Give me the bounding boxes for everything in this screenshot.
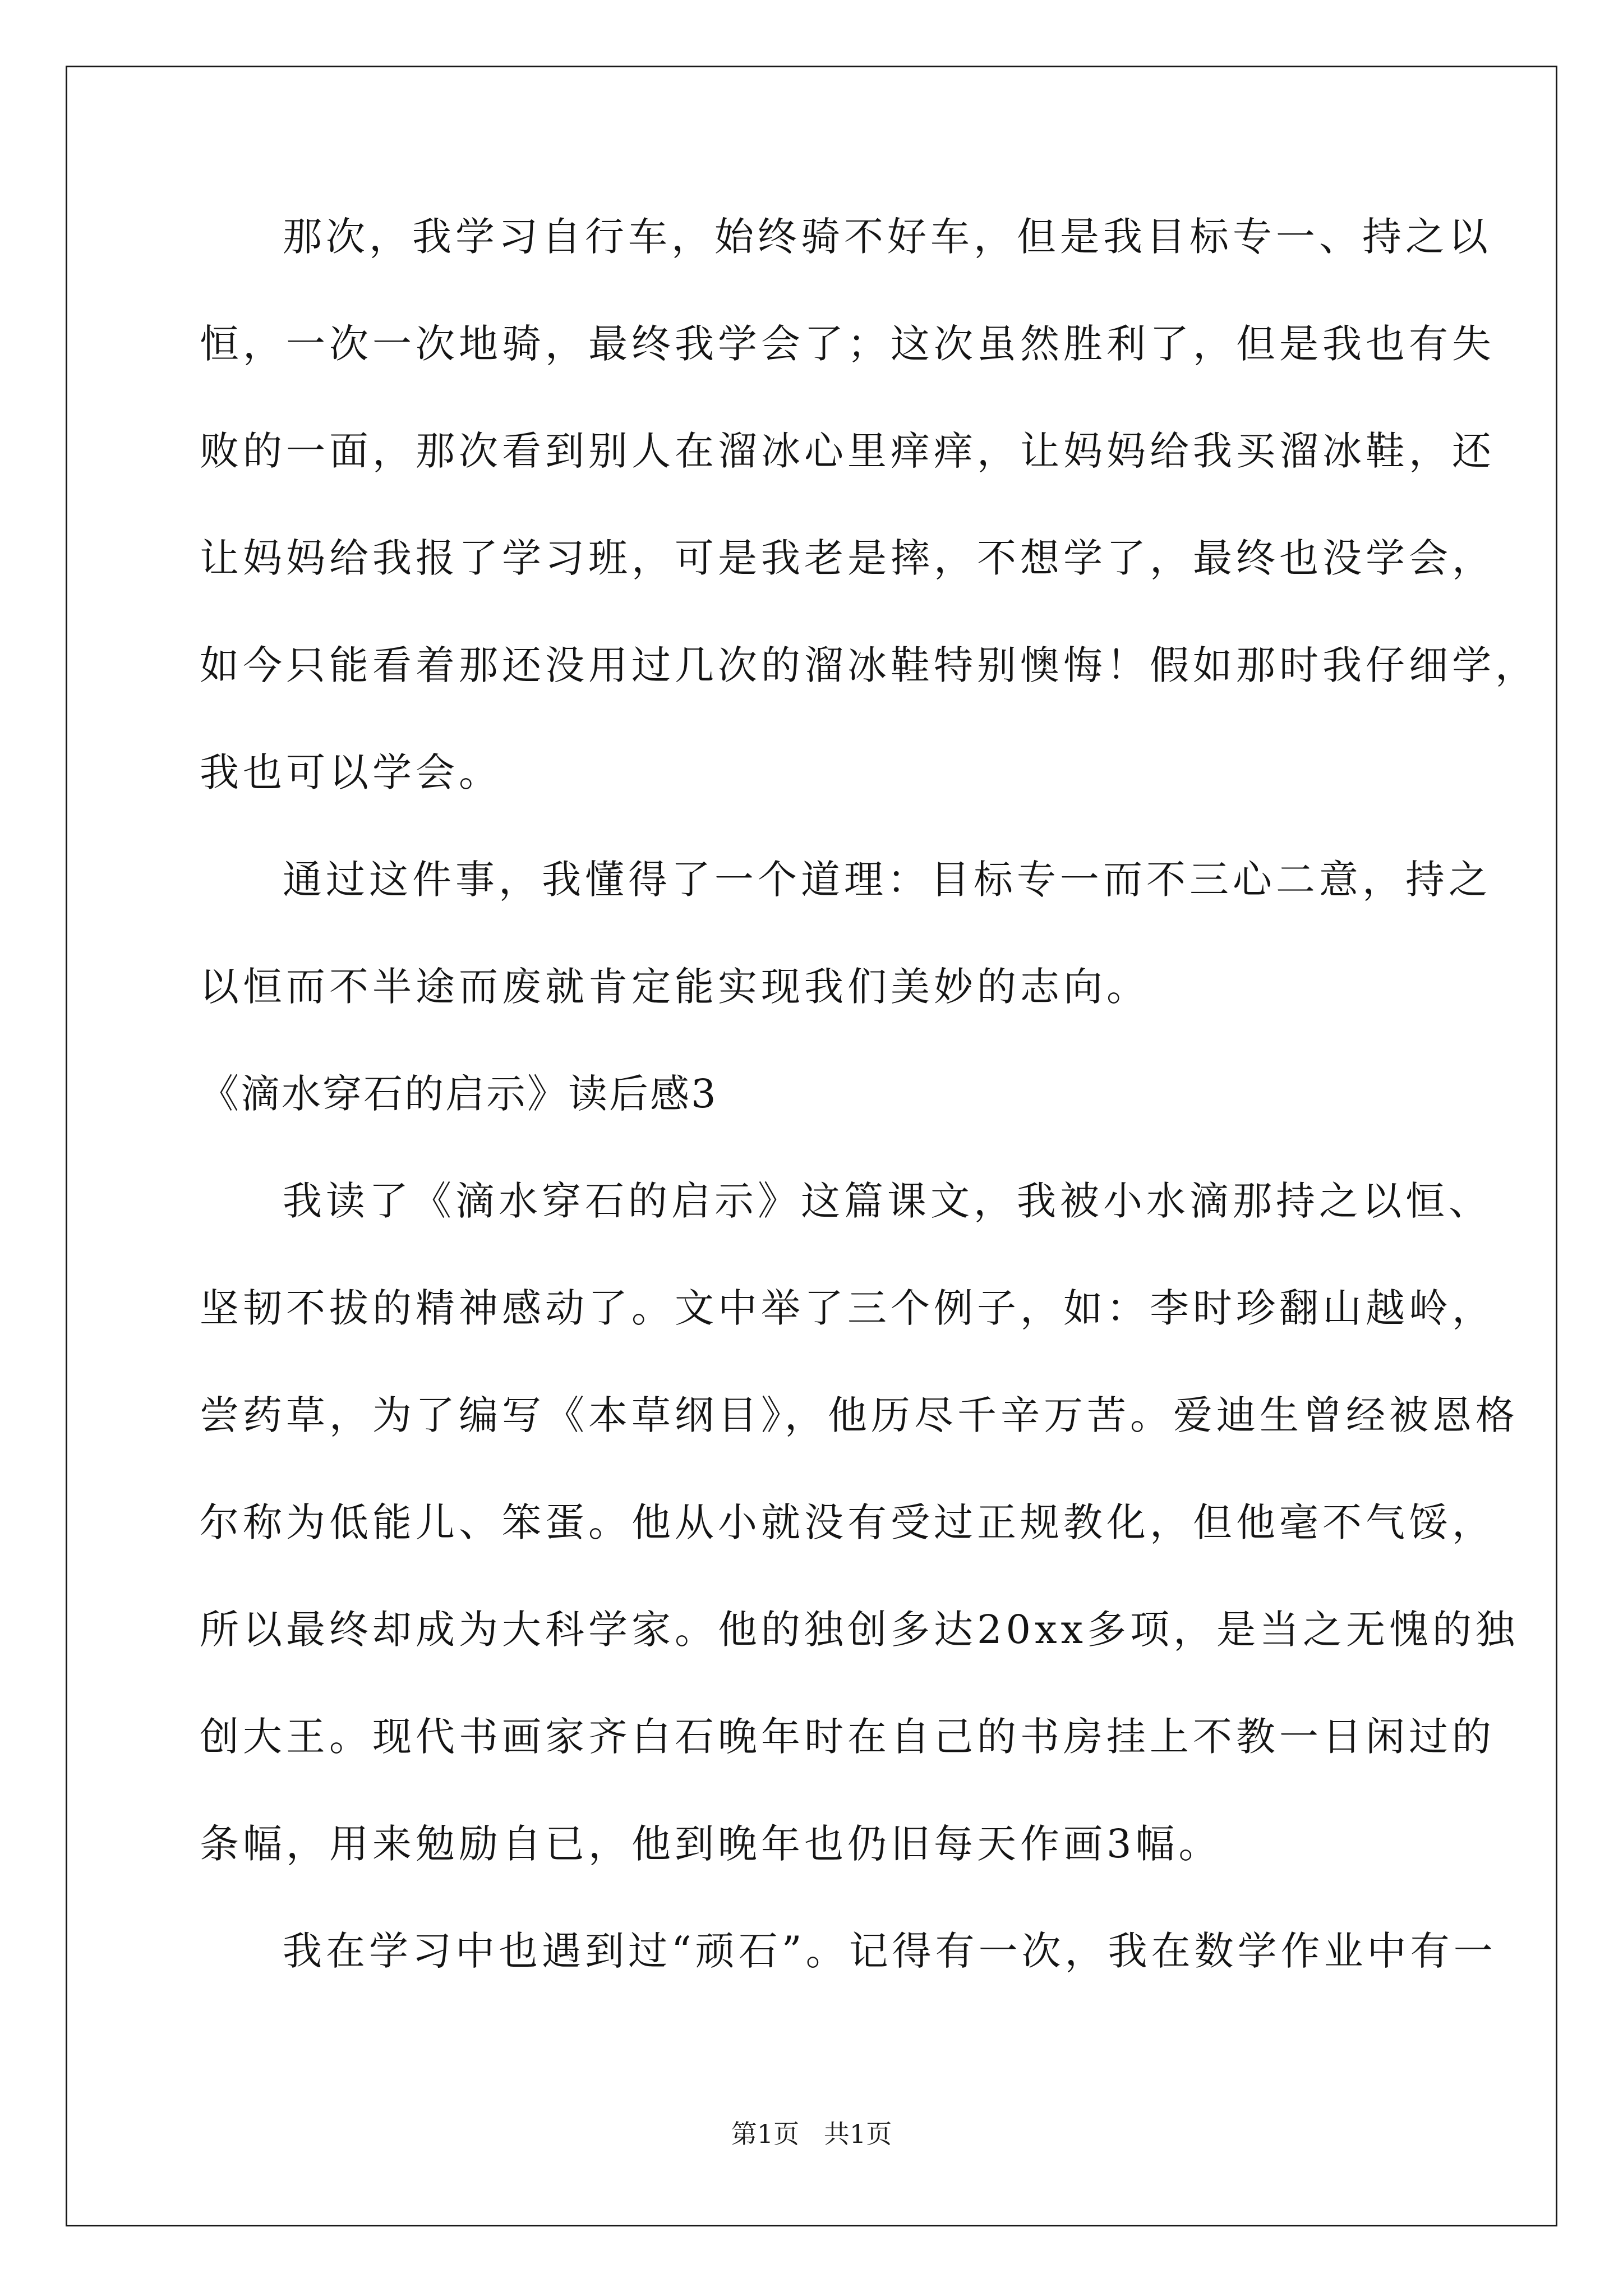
paragraph-3-line-3: 尝药草，为了编写《本草纲目》，他历尽千辛万苦。爱迪生曾经被恩格 <box>200 1392 1519 1438</box>
paragraph-1-line-1: 那次，我学习自行车，始终骑不好车，但是我目标专一、持之以 <box>283 214 1492 260</box>
paragraph-2-line-1: 通过这件事，我懂得了一个道理：目标专一而不三心二意，持之 <box>283 857 1492 903</box>
paragraph-3-line-5: 所以最终却成为大科学家。他的独创多达20xx多项，是当之无愧的独 <box>200 1607 1519 1653</box>
paragraph-1-line-4: 让妈妈给我报了学习班，可是我老是摔，不想学了，最终也没学会， <box>200 535 1495 581</box>
paragraph-1-line-3: 败的一面，那次看到别人在溜冰心里痒痒，让妈妈给我买溜冰鞋，还 <box>200 428 1495 474</box>
page-footer: 第1页 共1页 <box>731 2119 892 2149</box>
paragraph-1-line-5: 如今只能看着那还没用过几次的溜冰鞋特别懊悔！假如那时我仔细学， <box>200 642 1538 688</box>
paragraph-3-line-6: 创大王。现代书画家齐白石晚年时在自己的书房挂上不教一日闲过的 <box>200 1714 1495 1760</box>
section-heading: 《滴水穿石的启示》读后感3 <box>200 1071 718 1117</box>
page-border <box>66 66 1557 2226</box>
paragraph-3-line-1: 我读了《滴水穿石的启示》这篇课文，我被小水滴那持之以恒、 <box>283 1178 1492 1224</box>
paragraph-4-line-1: 我在学习中也遇到过“顽石”。记得有一次，我在数学作业中有一 <box>283 1928 1497 1974</box>
paragraph-1-line-6: 我也可以学会。 <box>200 749 502 795</box>
paragraph-3-line-4: 尔称为低能儿、笨蛋。他从小就没有受过正规教化，但他毫不气馁， <box>200 1499 1495 1545</box>
paragraph-2-line-2: 以恒而不半途而废就肯定能实现我们美妙的志向。 <box>200 964 1150 1010</box>
paragraph-1-line-2: 恒，一次一次地骑，最终我学会了；这次虽然胜利了，但是我也有失 <box>200 321 1495 367</box>
paragraph-3-line-7: 条幅，用来勉励自已，他到晚年也仍旧每天作画3幅。 <box>200 1821 1222 1867</box>
paragraph-3-line-2: 坚韧不拔的精神感动了。文中举了三个例子，如：李时珍翻山越岭， <box>200 1285 1495 1331</box>
